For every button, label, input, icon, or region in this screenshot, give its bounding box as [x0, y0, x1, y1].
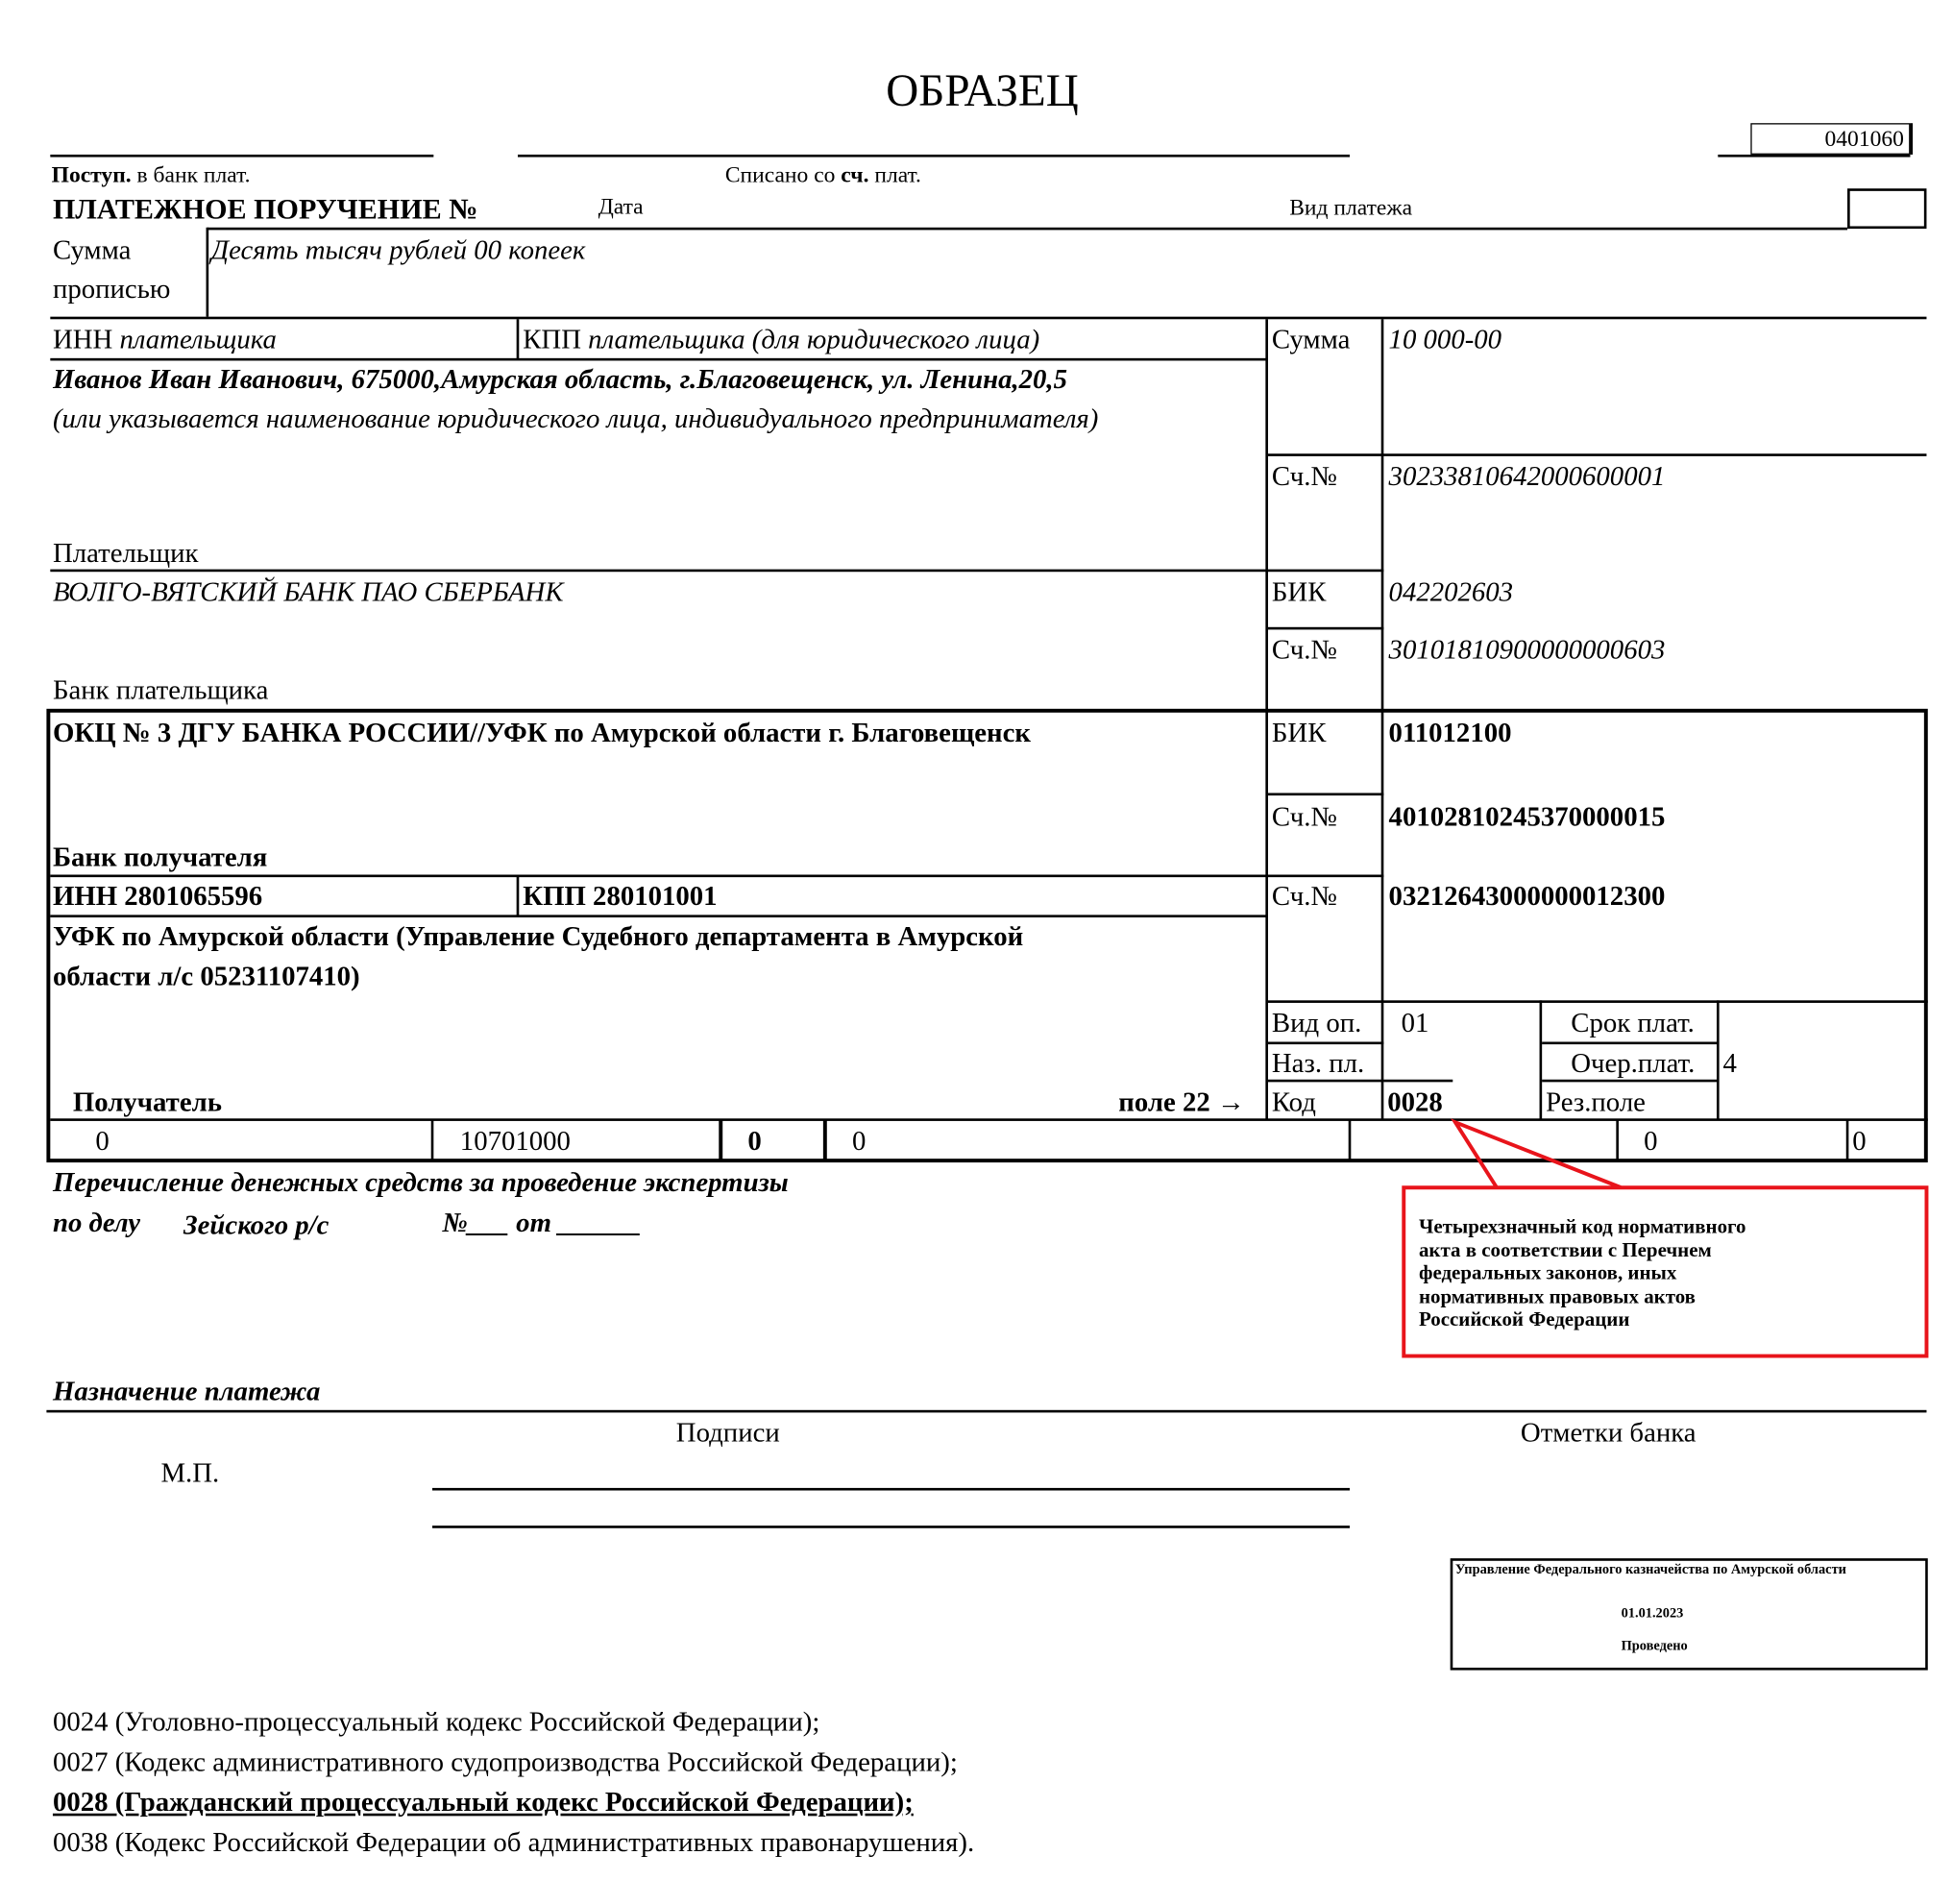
code-value: 0028	[1387, 1086, 1443, 1117]
payment-term-label: Срок плат.	[1571, 1006, 1695, 1038]
purpose-line-2b: Зейского р/с	[183, 1208, 330, 1241]
recipient-label: Получатель	[72, 1086, 222, 1117]
footnote-1: 0024 (Уголовно-процессуальный кодекс Российской Федерации);	[52, 1705, 820, 1737]
payer-bank-name: ВОЛГО-ВЯТСКИЙ БАНК ПАО СБЕРБАНК	[52, 575, 564, 607]
tax-cell-3: 0	[747, 1124, 762, 1157]
reserve-field-label: Рез.поле	[1546, 1086, 1646, 1117]
amount-words-label-2: прописью	[52, 272, 171, 305]
payer-account-value: 30233810642000600001	[1388, 459, 1666, 492]
recipient-account-value: 03212643000000012300	[1388, 879, 1666, 912]
recipient-bank-account-value: 40102810245370000015	[1388, 800, 1666, 833]
field-22-label: поле 22 →	[1118, 1086, 1245, 1117]
recipient-bank-label: Банк получателя	[52, 841, 268, 872]
bank-stamp-status: Проведено	[1621, 1638, 1688, 1654]
annotation-line-3: федеральных законов, иных	[1418, 1262, 1677, 1284]
payer-amount-value: 10 000-00	[1388, 323, 1502, 354]
payer-account-label: Сч.№	[1271, 459, 1337, 492]
tax-cell-5: 0	[1644, 1124, 1658, 1157]
purpose-line-1: Перечисление денежных средств за проведение экспертизы	[52, 1166, 789, 1198]
priority-label: Очер.плат.	[1571, 1046, 1696, 1079]
recipient-bank-account-label: Сч.№	[1271, 800, 1337, 833]
annotation-line-1: Четырехзначный код нормативного	[1418, 1216, 1746, 1238]
amount-words-label-1: Сумма	[52, 233, 132, 266]
payer-bank-account-label: Сч.№	[1271, 633, 1337, 666]
amount-words-value: Десять тысяч рублей 00 копеек	[210, 233, 586, 266]
tax-cell-4: 0	[851, 1124, 867, 1157]
annotation-line-2: акта в соответствии с Перечнем	[1418, 1240, 1712, 1262]
payer-bank-account-value: 30101810900000000603	[1388, 633, 1666, 666]
recipient-inn: ИНН 2801065596	[52, 879, 263, 912]
recipient-bank-bik-value: 011012100	[1388, 716, 1512, 748]
payer-label: Плательщик	[52, 536, 199, 569]
bank-stamp-org: Управление Федерального казначейства по Амурской области	[1454, 1562, 1846, 1577]
debited-label-bold: сч.	[841, 161, 869, 187]
form-code: 0401060	[1824, 125, 1904, 151]
signatures-label: Подписи	[675, 1416, 780, 1449]
payer-kpp-label-italic: плательщика (для юридического лица)	[588, 323, 1040, 354]
payer-bank-bik-label: БИК	[1271, 575, 1327, 607]
payer-kpp-label-text: КПП	[523, 323, 581, 354]
annotation-line-5: Российской Федерации	[1418, 1309, 1630, 1331]
recipient-name-line-1: УФК по Амурской области (Управление Судебного департамента в Амурской	[52, 919, 1024, 952]
annotation-line-4: нормативных правовых актов	[1418, 1286, 1696, 1308]
recipient-account-label: Сч.№	[1271, 879, 1337, 912]
recipient-bank-bik-label: БИК	[1271, 716, 1327, 748]
bank-marks-label: Отметки банка	[1520, 1416, 1697, 1449]
footnote-3: 0028 (Гражданский процессуальный кодекс Российской Федерации);	[52, 1785, 914, 1818]
op-type-value: 01	[1401, 1006, 1429, 1038]
received-label-rest: в банк плат.	[136, 161, 251, 187]
payer-name: Иванов Иван Иванович, 675000,Амурская область, г.Благовещенск, ул. Ленина,20,5	[52, 363, 1068, 395]
signature-line-2	[432, 1526, 1350, 1528]
payment-type-label: Вид платежа	[1289, 194, 1413, 220]
debited-label-post: плат.	[874, 161, 921, 187]
purpose-label: Назначение платежа	[52, 1375, 321, 1406]
op-type-label: Вид оп.	[1271, 1006, 1362, 1038]
recipient-kpp: КПП 280101001	[523, 879, 718, 912]
payer-amount-label: Сумма	[1271, 323, 1351, 354]
tax-cell-2: 10701000	[459, 1124, 571, 1157]
footnote-4: 0038 (Кодекс Российской Федерации об административных правонарушения).	[52, 1825, 975, 1858]
payer-bank-label: Банк плательщика	[52, 673, 269, 705]
order-title: ПЛАТЕЖНОЕ ПОРУЧЕНИЕ №	[52, 193, 478, 226]
footnote-2: 0027 (Кодекс административного судопроизводства Российской Федерации);	[52, 1745, 958, 1777]
code-label: Код	[1271, 1086, 1316, 1117]
bank-stamp-date: 01.01.2023	[1621, 1605, 1684, 1622]
sample-title: ОБРАЗЕЦ	[886, 65, 1079, 116]
payer-inn-label-text: ИНН	[52, 323, 113, 354]
purpose-line-2c: №___ от ______	[442, 1206, 642, 1238]
recipient-name-line-2: области л/с 05231107410)	[52, 960, 360, 992]
payer-name-note: (или указывается наименование юридического лица, индивидуального предпринимателя)	[52, 402, 1099, 434]
priority-value: 4	[1722, 1046, 1737, 1079]
recipient-bank-name: ОКЦ № 3 ДГУ БАНКА РОССИИ//УФК по Амурской области г. Благовещенск	[52, 716, 1031, 748]
purpose-bottom-line	[46, 1410, 1926, 1413]
tax-cell-6: 0	[1852, 1124, 1867, 1157]
purpose-code-label: Наз. пл.	[1271, 1046, 1365, 1079]
received-label-bold: Поступ.	[51, 161, 132, 187]
date-label: Дата	[598, 193, 644, 219]
payer-bank-bik-value: 042202603	[1388, 575, 1514, 607]
tax-cell-1: 0	[95, 1124, 110, 1157]
payer-inn-label-italic: плательщика	[119, 323, 277, 354]
stamp-place-label: М.П.	[160, 1456, 220, 1488]
signature-line-1	[432, 1488, 1350, 1491]
purpose-line-2a: по делу	[52, 1206, 141, 1238]
debited-label-pre: Списано со	[724, 161, 836, 187]
